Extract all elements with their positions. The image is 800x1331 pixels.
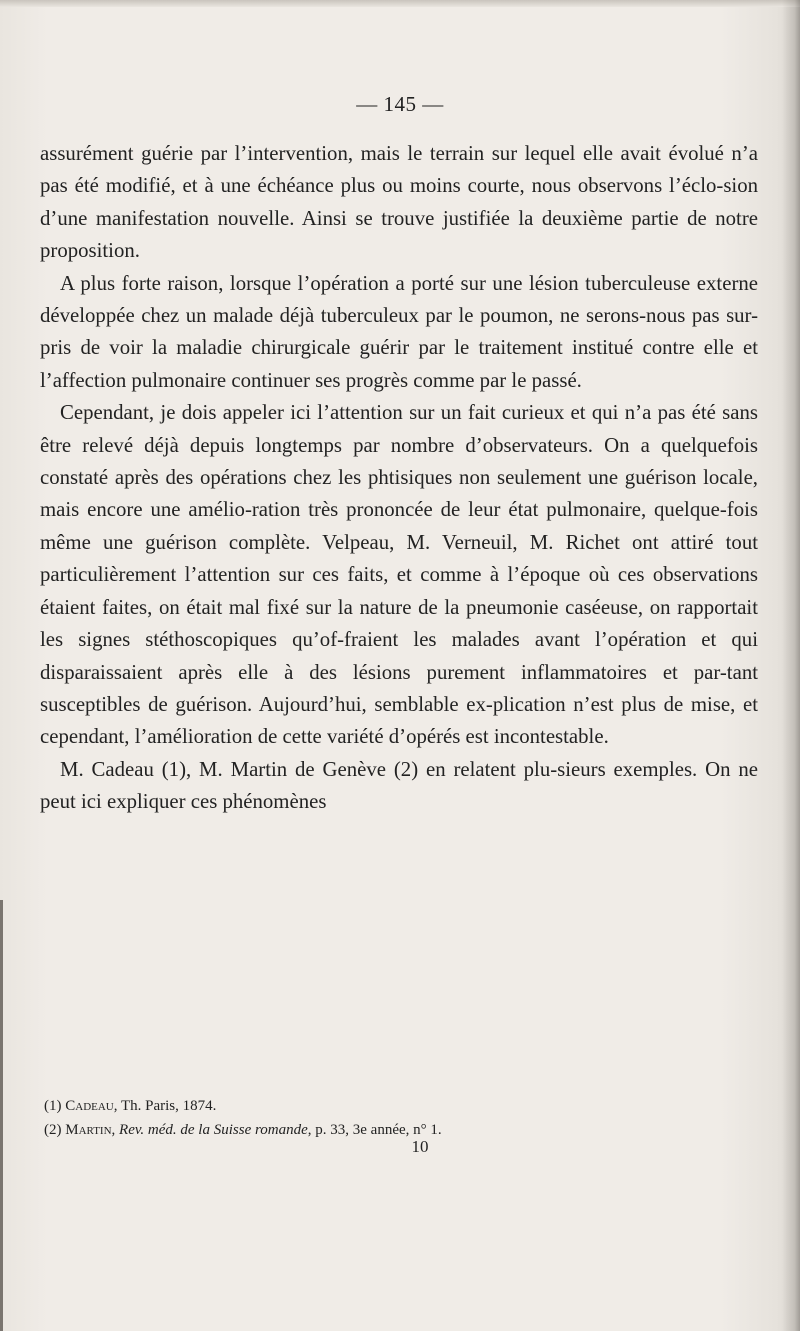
paragraph: assurément guérie par l’intervention, mais le terrain sur lequel elle avait évolué n’a pas été modifié, et à une échéance plus ou moins courte, nous observons l’éclo-sion d’une manifestation nouvelle. Ainsi se trouve justifiée la deuxième partie de notre proposition.	[40, 142, 758, 263]
signature-mark: 10	[411, 1137, 429, 1156]
paragraph: M. Cadeau (1), M. Martin de Genève (2) en relatent plu-sieurs exemples. On ne peut ici expliquer ces phénomènes	[40, 757, 758, 814]
footnote-2: (2) Martin, Rev. méd. de la Suisse romande, p. 33, 3e année, n° 1.	[44, 1122, 442, 1138]
paragraph: A plus forte raison, lorsque l’opération a porté sur une lésion tuberculeuse externe développée chez un malade déjà tuberculeux par le poumon, ne serons-nous pas sur-pris de voir la maladie chirurgicale guérir par le traitement institué contre elle et l’affection pulmonaire continuer ses progrès comme par le passé.	[40, 271, 758, 392]
footnote-author: Martin	[65, 1122, 112, 1138]
page-right-edge	[782, 0, 800, 1331]
footnote-citation: , p. 33, 3e année, n° 1.	[307, 1122, 442, 1138]
footnote-journal: Rev. méd. de la Suisse romande	[119, 1122, 308, 1138]
page-left-edge	[0, 900, 3, 1331]
footnote-citation: , Th. Paris, 1874.	[113, 1098, 217, 1114]
body-text	[40, 138, 758, 819]
page-number-header: — 145 —	[356, 92, 444, 116]
footnote-author: Cadeau	[65, 1098, 114, 1114]
footnote-number: (2)	[44, 1122, 62, 1138]
footnote-number: (1)	[44, 1098, 62, 1114]
footnote-1	[40, 1094, 770, 1118]
footnotes	[40, 1094, 770, 1142]
page-top-edge	[0, 0, 800, 7]
paragraph: Cependant, je dois appeler ici l’attention sur un fait curieux et qui n’a pas été sans être relevé déjà depuis longtemps par nombre d’observateurs. On a quelquefois constaté après des opérations chez les phtisiques non seulement une guérison locale, mais encore une amélio-ration très prononcée de leur état pulmonaire, quelque-fois même une guérison complète. Velpeau, M. Verneuil, M. Richet ont attiré tout particulièrement l’attention sur ces faits, et comme à l’époque où ces observations étaient faites, on était mal fixé sur la nature de la pneumonie caséeuse, on rapportait les signes stéthoscopiques qu’of-fraient les malades avant l’opération et qui disparaissaient après elle à des lésions purement inflammatoires et par-tant susceptibles de guérison. Aujourd’hui, semblable ex-plication n’est plus de mise, et cependant, l’amélioration de cette variété d’opérés est incontestable.	[40, 401, 758, 749]
